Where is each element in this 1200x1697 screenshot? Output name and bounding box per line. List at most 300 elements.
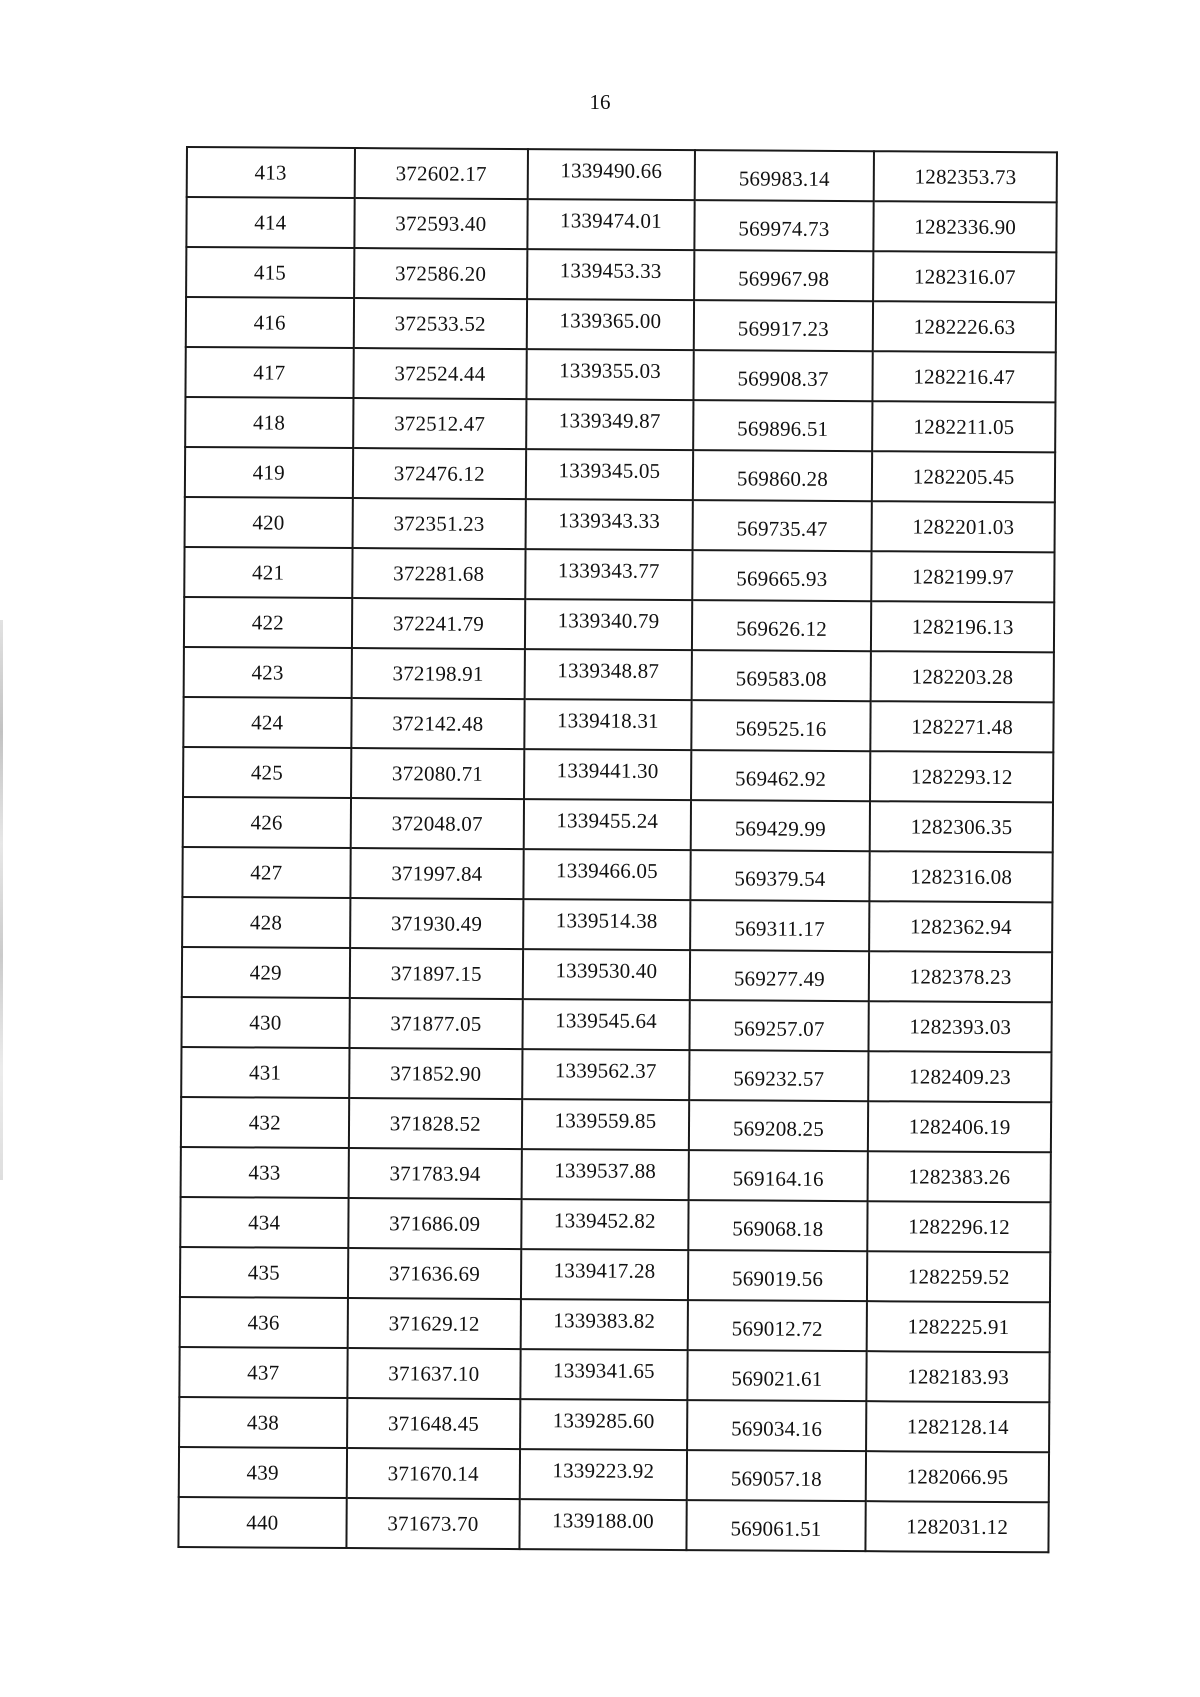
cell-value: 1282201.03 <box>912 513 1015 539</box>
y1-coordinate-cell <box>525 599 692 650</box>
x2-coordinate-cell <box>692 500 872 551</box>
cell-value: 416 <box>253 309 286 335</box>
x1-coordinate-cell <box>354 248 528 299</box>
x1-coordinate-cell <box>346 1448 520 1499</box>
y2-coordinate-cell <box>873 301 1056 352</box>
cell-value: 413 <box>254 159 287 185</box>
cell-value: 1339537.88 <box>554 1157 657 1183</box>
y1-coordinate-cell <box>526 499 693 550</box>
cell-value: 1339383.82 <box>553 1307 656 1333</box>
y2-coordinate-cell <box>866 1401 1049 1452</box>
point-id-cell <box>185 497 353 548</box>
x2-coordinate-cell <box>691 700 871 751</box>
y2-coordinate-cell <box>870 801 1053 852</box>
y1-coordinate-cell <box>521 1249 688 1300</box>
cell-value: 1282353.73 <box>914 163 1017 189</box>
y2-coordinate-cell <box>873 251 1056 302</box>
y2-coordinate-cell <box>867 1351 1050 1402</box>
cell-value: 1339418.31 <box>556 707 659 733</box>
cell-value: 372602.17 <box>395 160 487 186</box>
x1-coordinate-cell <box>350 848 524 899</box>
x1-coordinate-cell <box>347 1298 521 1349</box>
cell-value: 426 <box>250 809 283 835</box>
table-row <box>182 897 1052 952</box>
cell-value: 1282293.12 <box>910 763 1013 789</box>
cell-value: 372512.47 <box>394 410 486 436</box>
y1-coordinate-cell <box>527 249 694 300</box>
x2-coordinate-cell <box>688 1150 868 1201</box>
x2-coordinate-cell <box>688 1250 868 1301</box>
point-id-cell <box>183 797 351 848</box>
x2-coordinate-cell <box>694 250 874 301</box>
table-row <box>179 1397 1049 1452</box>
x2-coordinate-cell <box>692 600 872 651</box>
cell-value: 1282336.90 <box>914 213 1017 239</box>
cell-value: 432 <box>248 1109 281 1135</box>
cell-value: 1282378.23 <box>909 963 1012 989</box>
table-row <box>186 197 1056 252</box>
x1-coordinate-cell <box>349 998 523 1049</box>
cell-value: 569974.73 <box>738 215 830 241</box>
x2-coordinate-cell <box>686 1500 866 1551</box>
x1-coordinate-cell <box>351 698 525 749</box>
cell-value: 372281.68 <box>393 560 485 586</box>
x1-coordinate-cell <box>348 1098 522 1149</box>
y2-coordinate-cell <box>872 451 1055 502</box>
cell-value: 371648.45 <box>387 1410 480 1436</box>
cell-value: 372533.52 <box>394 310 486 336</box>
table-row <box>184 597 1054 652</box>
cell-value: 429 <box>249 959 282 985</box>
point-id-cell <box>183 697 351 748</box>
cell-value: 372198.91 <box>392 660 484 686</box>
cell-value: 1282196.13 <box>911 613 1014 639</box>
cell-value: 371686.09 <box>389 1210 481 1236</box>
cell-value: 371852.90 <box>390 1060 482 1086</box>
cell-value: 1282216.47 <box>913 363 1016 389</box>
cell-value: 569983.14 <box>738 165 830 191</box>
cell-value: 1282362.94 <box>909 913 1012 939</box>
point-id-cell <box>184 647 352 698</box>
y2-coordinate-cell <box>871 701 1054 752</box>
cell-value: 371828.52 <box>389 1110 481 1136</box>
y2-coordinate-cell <box>868 1101 1051 1152</box>
cell-value: 436 <box>247 1309 280 1335</box>
cell-value: 371783.94 <box>389 1160 481 1186</box>
cell-value: 428 <box>249 909 283 935</box>
point-id-cell <box>183 747 351 798</box>
y1-coordinate-cell <box>522 1049 689 1100</box>
x2-coordinate-cell <box>693 450 873 501</box>
point-id-cell <box>178 1497 346 1548</box>
cell-value: 569034.16 <box>731 1415 823 1441</box>
table-row <box>179 1347 1049 1402</box>
cell-value: 1339365.00 <box>559 307 662 333</box>
x1-coordinate-cell <box>353 348 527 399</box>
x1-coordinate-cell <box>348 1148 522 1199</box>
y1-coordinate-cell <box>525 649 692 700</box>
x1-coordinate-cell <box>347 1398 521 1449</box>
table-row <box>181 1047 1051 1102</box>
y2-coordinate-cell <box>868 1151 1051 1202</box>
x2-coordinate-cell <box>694 200 874 251</box>
cell-value: 1282409.23 <box>909 1063 1011 1089</box>
cell-value: 423 <box>251 659 284 685</box>
y1-coordinate-cell <box>524 849 691 900</box>
cell-value: 419 <box>252 459 285 485</box>
y2-coordinate-cell <box>872 501 1055 552</box>
x1-coordinate-cell <box>353 298 527 349</box>
table-row <box>186 247 1056 302</box>
table-row <box>183 697 1053 752</box>
cell-value: 371877.05 <box>390 1010 482 1036</box>
cell-value: 1339223.92 <box>552 1457 655 1483</box>
cell-value: 569057.18 <box>730 1465 822 1491</box>
cell-value: 569525.16 <box>735 715 827 741</box>
x1-coordinate-cell <box>354 198 528 249</box>
y2-coordinate-cell <box>869 901 1052 952</box>
x2-coordinate-cell <box>693 350 873 401</box>
cell-value: 372476.12 <box>393 460 485 486</box>
scan-edge-mark <box>0 620 3 1180</box>
cell-value: 1339545.64 <box>555 1007 658 1033</box>
cell-value: 1282271.48 <box>911 713 1014 739</box>
cell-value: 431 <box>248 1059 282 1085</box>
cell-value: 439 <box>246 1459 279 1485</box>
x2-coordinate-cell <box>687 1300 867 1351</box>
x1-coordinate-cell <box>352 448 526 499</box>
table-row <box>182 847 1052 902</box>
x2-coordinate-cell <box>693 300 873 351</box>
cell-value: 1282226.63 <box>913 313 1016 339</box>
cell-value: 1339514.38 <box>555 907 658 933</box>
y2-coordinate-cell <box>868 1051 1051 1102</box>
table-row <box>181 1147 1051 1202</box>
x2-coordinate-cell <box>689 1100 869 1151</box>
y2-coordinate-cell <box>866 1501 1049 1552</box>
cell-value: 1282316.07 <box>913 263 1016 289</box>
x1-coordinate-cell <box>351 648 525 699</box>
y1-coordinate-cell <box>526 449 693 500</box>
table-row <box>178 1497 1048 1552</box>
y1-coordinate-cell <box>528 149 695 200</box>
y2-coordinate-cell <box>871 651 1054 702</box>
cell-value: 1339455.24 <box>556 807 659 833</box>
x1-coordinate-cell <box>349 948 523 999</box>
cell-value: 569277.49 <box>733 965 826 991</box>
x1-coordinate-cell <box>351 598 525 649</box>
cell-value: 1339474.01 <box>559 207 662 233</box>
y1-coordinate-cell <box>523 999 690 1050</box>
y2-coordinate-cell <box>866 1451 1049 1502</box>
cell-value: 1282203.28 <box>911 663 1014 689</box>
y1-coordinate-cell <box>521 1199 688 1250</box>
cell-value: 1282296.12 <box>908 1213 1011 1239</box>
x1-coordinate-cell <box>353 398 527 449</box>
cell-value: 415 <box>253 259 287 285</box>
cell-value: 434 <box>248 1209 281 1235</box>
cell-value: 371930.49 <box>390 910 483 936</box>
point-id-cell <box>180 1247 348 1298</box>
cell-value: 1282406.19 <box>908 1113 1011 1139</box>
cell-value: 433 <box>248 1159 281 1185</box>
x1-coordinate-cell <box>352 498 526 549</box>
cell-value: 569429.99 <box>734 815 826 841</box>
x2-coordinate-cell <box>692 550 872 601</box>
y2-coordinate-cell <box>869 1001 1052 1052</box>
y1-coordinate-cell <box>520 1449 687 1500</box>
cell-value: 569021.61 <box>731 1365 823 1391</box>
cell-value: 371897.15 <box>390 960 482 986</box>
cell-value: 438 <box>246 1409 280 1435</box>
x1-coordinate-cell <box>349 1048 523 1099</box>
cell-value: 1339453.33 <box>559 257 662 283</box>
y1-coordinate-cell <box>522 1099 689 1150</box>
cell-value: 427 <box>250 859 283 885</box>
x1-coordinate-cell <box>352 548 526 599</box>
x2-coordinate-cell <box>694 150 874 201</box>
cell-value: 414 <box>254 209 287 235</box>
y2-coordinate-cell <box>873 351 1056 402</box>
y2-coordinate-cell <box>874 151 1057 202</box>
cell-value: 1339285.60 <box>552 1407 655 1433</box>
cell-value: 1339452.82 <box>553 1207 656 1233</box>
cell-value: 569068.18 <box>732 1215 824 1241</box>
y2-coordinate-cell <box>867 1301 1050 1352</box>
cell-value: 371637.10 <box>388 1360 480 1386</box>
point-id-cell <box>187 147 355 198</box>
table-row <box>179 1447 1049 1502</box>
x2-coordinate-cell <box>691 650 871 701</box>
cell-value: 1339343.33 <box>558 507 661 533</box>
table-row <box>185 397 1055 452</box>
x2-coordinate-cell <box>686 1450 866 1501</box>
cell-value: 437 <box>247 1359 280 1385</box>
point-id-cell <box>181 1047 349 1098</box>
point-id-cell <box>184 547 352 598</box>
x2-coordinate-cell <box>688 1200 868 1251</box>
cell-value: 1339490.66 <box>560 157 663 183</box>
cell-value: 417 <box>253 359 286 385</box>
x1-coordinate-cell <box>347 1248 521 1299</box>
point-id-cell <box>179 1397 347 1448</box>
y2-coordinate-cell <box>872 401 1055 452</box>
cell-value: 569379.54 <box>734 865 826 891</box>
cell-value: 1339340.79 <box>557 607 660 633</box>
point-id-cell <box>186 297 354 348</box>
point-id-cell <box>185 447 353 498</box>
table-row <box>181 997 1051 1052</box>
table-row <box>185 347 1055 402</box>
point-id-cell <box>179 1447 347 1498</box>
x2-coordinate-cell <box>687 1400 867 1451</box>
cell-value: 569164.16 <box>732 1165 824 1191</box>
y1-coordinate-cell <box>526 399 693 450</box>
x2-coordinate-cell <box>689 1000 869 1051</box>
point-id-cell <box>185 347 353 398</box>
cell-value: 1282316.08 <box>910 863 1013 889</box>
point-id-cell <box>185 397 353 448</box>
table-row <box>181 1097 1051 1152</box>
y2-coordinate-cell <box>868 1201 1051 1252</box>
cell-value: 569232.57 <box>733 1065 825 1091</box>
y1-coordinate-cell <box>527 349 694 400</box>
cell-value: 425 <box>250 759 284 785</box>
y1-coordinate-cell <box>524 749 691 800</box>
x2-coordinate-cell <box>689 1050 869 1101</box>
cell-value: 569012.72 <box>731 1315 823 1341</box>
cell-value: 1339559.85 <box>554 1107 657 1133</box>
cell-value: 372524.44 <box>394 360 486 386</box>
cell-value: 569917.23 <box>737 315 829 341</box>
cell-value: 418 <box>252 409 286 435</box>
y2-coordinate-cell <box>869 951 1052 1002</box>
cell-value: 1339441.30 <box>556 757 659 783</box>
y1-coordinate-cell <box>520 1399 687 1450</box>
table-row <box>182 947 1052 1002</box>
cell-value: 421 <box>252 559 285 585</box>
y1-coordinate-cell <box>523 899 690 950</box>
cell-value: 372586.20 <box>394 260 487 286</box>
cell-value: 569061.51 <box>730 1515 822 1541</box>
table-row <box>184 647 1054 702</box>
y2-coordinate-cell <box>870 751 1053 802</box>
cell-value: 569735.47 <box>736 515 828 541</box>
cell-value: 440 <box>246 1509 279 1535</box>
cell-value: 1282383.26 <box>908 1163 1011 1189</box>
x2-coordinate-cell <box>690 800 870 851</box>
cell-value: 1282259.52 <box>907 1263 1010 1289</box>
cell-value: 569257.07 <box>733 1015 825 1041</box>
x1-coordinate-cell <box>347 1348 521 1399</box>
cell-value: 569967.98 <box>738 265 830 291</box>
cell-value: 1282183.93 <box>907 1363 1010 1389</box>
cell-value: 371997.84 <box>391 860 483 886</box>
cell-value: 569583.08 <box>735 665 827 691</box>
y1-coordinate-cell <box>523 949 690 1000</box>
cell-value: 1282031.12 <box>906 1513 1009 1539</box>
table-row <box>180 1247 1050 1302</box>
cell-value: 569626.12 <box>735 615 828 641</box>
table-row <box>186 297 1056 352</box>
y2-coordinate-cell <box>870 851 1053 902</box>
cell-value: 1282393.03 <box>909 1013 1012 1039</box>
cell-value: 424 <box>251 709 284 735</box>
cell-value: 435 <box>247 1259 281 1285</box>
table-row <box>180 1197 1050 1252</box>
cell-value: 1282225.91 <box>907 1313 1010 1339</box>
cell-value: 569462.92 <box>735 765 827 791</box>
cell-value: 569019.56 <box>731 1265 824 1291</box>
x1-coordinate-cell <box>354 148 528 199</box>
table-row <box>187 147 1057 202</box>
x2-coordinate-cell <box>690 850 870 901</box>
cell-value: 371636.69 <box>388 1260 481 1286</box>
x2-coordinate-cell <box>687 1350 867 1401</box>
cell-value: 372048.07 <box>391 810 483 836</box>
cell-value: 1339530.40 <box>555 957 658 983</box>
cell-value: 569311.17 <box>734 915 825 941</box>
cell-value: 372241.79 <box>392 610 485 636</box>
point-id-cell <box>181 1097 349 1148</box>
x1-coordinate-cell <box>348 1198 522 1249</box>
table-row <box>183 747 1053 802</box>
y1-coordinate-cell <box>528 199 695 250</box>
cell-value: 569908.37 <box>737 365 829 391</box>
cell-value: 1339188.00 <box>552 1507 654 1533</box>
y2-coordinate-cell <box>867 1251 1050 1302</box>
cell-value: 1282199.97 <box>912 563 1014 589</box>
x1-coordinate-cell <box>350 898 524 949</box>
cell-value: 1282211.05 <box>913 413 1015 439</box>
x2-coordinate-cell <box>693 400 873 451</box>
y2-coordinate-cell <box>874 201 1057 252</box>
point-id-cell <box>186 247 354 298</box>
cell-value: 420 <box>252 509 285 535</box>
point-id-cell <box>181 997 349 1048</box>
y1-coordinate-cell <box>524 799 691 850</box>
y1-coordinate-cell <box>520 1349 687 1400</box>
point-id-cell <box>180 1197 348 1248</box>
cell-value: 1282128.14 <box>906 1413 1009 1439</box>
cell-value: 1282066.95 <box>906 1463 1009 1489</box>
cell-value: 371629.12 <box>388 1310 480 1336</box>
coordinate-table-body <box>178 147 1057 1552</box>
cell-value: 1339343.77 <box>557 557 660 583</box>
cell-value: 372593.40 <box>395 210 487 236</box>
cell-value: 371673.70 <box>387 1510 479 1536</box>
cell-value: 1339466.05 <box>556 857 658 883</box>
table-row <box>185 447 1055 502</box>
cell-value: 1282306.35 <box>910 813 1013 839</box>
x1-coordinate-cell <box>346 1498 520 1549</box>
y1-coordinate-cell <box>520 1499 687 1550</box>
table-row <box>185 497 1055 552</box>
x2-coordinate-cell <box>690 900 870 951</box>
cell-value: 569896.51 <box>737 415 829 441</box>
y2-coordinate-cell <box>872 551 1055 602</box>
table-row <box>180 1297 1050 1352</box>
cell-value: 422 <box>251 609 284 635</box>
cell-value: 371670.14 <box>387 1460 479 1486</box>
cell-value: 1339417.28 <box>553 1257 656 1283</box>
cell-value: 372351.23 <box>393 510 485 536</box>
point-id-cell <box>181 1147 349 1198</box>
cell-value: 372080.71 <box>391 760 484 786</box>
y1-coordinate-cell <box>527 299 694 350</box>
y1-coordinate-cell <box>522 1149 689 1200</box>
x1-coordinate-cell <box>351 748 525 799</box>
cell-value: 569208.25 <box>732 1115 825 1141</box>
cell-value: 430 <box>249 1009 282 1035</box>
y1-coordinate-cell <box>525 549 692 600</box>
y1-coordinate-cell <box>521 1299 688 1350</box>
x2-coordinate-cell <box>689 950 869 1001</box>
table-row <box>184 547 1054 602</box>
cell-value: 1282205.45 <box>912 463 1015 489</box>
point-id-cell <box>182 897 350 948</box>
cell-value: 1339355.03 <box>559 357 661 383</box>
y2-coordinate-cell <box>871 601 1054 652</box>
point-id-cell <box>184 597 352 648</box>
x1-coordinate-cell <box>350 798 524 849</box>
cell-value: 1339345.05 <box>558 457 661 483</box>
cell-value: 569860.28 <box>736 465 829 491</box>
page-number: 16 <box>589 90 611 114</box>
cell-value: 569665.93 <box>736 565 828 591</box>
cell-value: 1339562.37 <box>554 1057 657 1083</box>
coordinate-table <box>177 146 1058 1553</box>
